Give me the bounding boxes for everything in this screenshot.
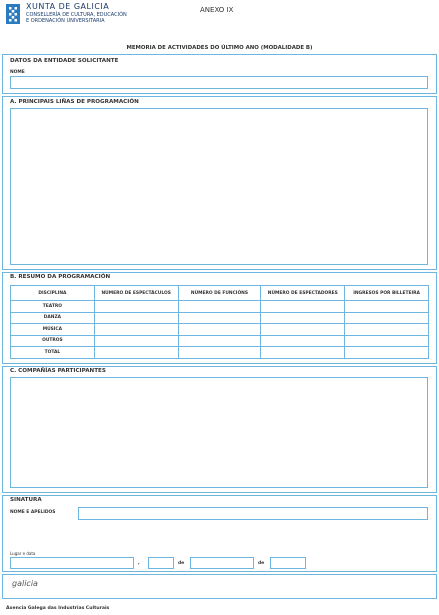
summary-title: B. RESUMO DA PROGRAMACIÓN (10, 274, 111, 280)
table-cell[interactable] (345, 335, 429, 347)
table-cell[interactable] (345, 347, 429, 359)
entity-name-input[interactable] (10, 76, 428, 89)
table-cell[interactable] (178, 301, 261, 313)
table-cell[interactable] (345, 301, 429, 313)
de-label-1: de (178, 561, 185, 566)
place-input[interactable] (10, 557, 134, 569)
table-row (11, 335, 429, 347)
row-label-total: TOTAL (11, 347, 95, 359)
table-cell[interactable] (261, 312, 345, 324)
xunta-logo-icon (6, 4, 20, 24)
table-cell[interactable] (345, 324, 429, 336)
row-label-musica: MÚSICA (11, 324, 95, 336)
col-header-box-office: INGRESOS POR BILLETEIRA (345, 286, 429, 301)
table-cell[interactable] (94, 301, 178, 313)
col-header-performances: NÚMERO DE FUNCIÓNS (178, 286, 261, 301)
table-cell[interactable] (178, 324, 261, 336)
summary-table (10, 285, 429, 359)
org-sub-line2: E ORDENACIÓN UNIVERSITARIA (26, 18, 105, 24)
table-cell[interactable] (94, 312, 178, 324)
col-header-shows: NÚMERO DE ESPECTÁCULOS (94, 286, 178, 301)
table-cell[interactable] (261, 301, 345, 313)
entity-name-label: NOME (10, 70, 25, 75)
table-cell[interactable] (178, 312, 261, 324)
table-row (11, 324, 429, 336)
comma-separator: , (138, 561, 140, 566)
agency-name: Axencia Galega das Industrias Culturais (6, 606, 110, 611)
annex-label: ANEXO IX (200, 6, 234, 14)
signature-name-input[interactable] (78, 507, 428, 520)
programming-lines-textarea[interactable] (10, 108, 428, 265)
galicia-logo: galicia (12, 579, 38, 588)
document-title: MEMORIA DE ACTIVIDADES DO ÚLTIMO ANO (MODALIDADE B) (126, 45, 313, 51)
signature-title: SINATURA (10, 497, 42, 503)
programming-lines-title: A. PRINCIPAIS LIÑAS DE PROGRAMACIÓN (10, 99, 139, 105)
summary-header-row (11, 286, 429, 301)
col-header-discipline: DISCIPLINA (11, 286, 95, 301)
table-cell[interactable] (94, 335, 178, 347)
row-label-outros: OUTROS (11, 335, 95, 347)
companies-textarea[interactable] (10, 377, 428, 488)
org-sub-line1: CONSELLERÍA DE CULTURA, EDUCACIÓN (26, 12, 127, 18)
signature-name-label: NOME E APELIDOS (10, 510, 56, 515)
de-label-2: de (258, 561, 265, 566)
row-label-danza: DANZA (11, 312, 95, 324)
table-cell[interactable] (178, 347, 261, 359)
table-cell[interactable] (178, 335, 261, 347)
month-input[interactable] (190, 557, 254, 569)
day-input[interactable] (148, 557, 174, 569)
table-cell[interactable] (261, 324, 345, 336)
row-label-teatro: TEATRO (11, 301, 95, 313)
table-row (11, 312, 429, 324)
year-input[interactable] (270, 557, 306, 569)
place-date-label: Lugar e data (10, 551, 36, 556)
table-cell[interactable] (261, 335, 345, 347)
table-cell[interactable] (345, 312, 429, 324)
table-row (11, 347, 429, 359)
footer-box (2, 574, 437, 599)
entity-section-title: DATOS DA ENTIDADE SOLICITANTE (10, 58, 119, 64)
table-cell[interactable] (261, 347, 345, 359)
col-header-spectators: NÚMERO DE ESPECTADORES (261, 286, 345, 301)
org-subtitle (26, 12, 127, 24)
org-name: XUNTA DE GALICIA (26, 2, 110, 11)
table-cell[interactable] (94, 324, 178, 336)
table-row (11, 301, 429, 313)
companies-title: C. COMPAÑÍAS PARTICIPANTES (10, 368, 106, 374)
table-cell[interactable] (94, 347, 178, 359)
